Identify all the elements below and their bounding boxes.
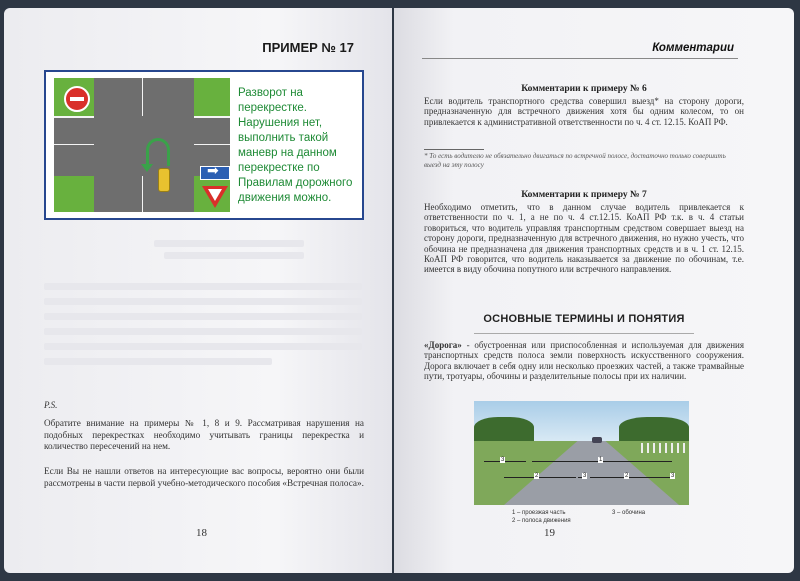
trees xyxy=(474,417,534,443)
caption-line: Правилам дорожного xyxy=(238,177,353,189)
footnote-rule xyxy=(424,149,484,150)
u-turn-arrow-icon xyxy=(146,138,170,166)
road-illustration xyxy=(474,401,689,505)
example-caption xyxy=(238,86,362,206)
dimension-line xyxy=(504,477,576,478)
terms-rule xyxy=(474,333,694,334)
show-through-text xyxy=(44,358,272,365)
terms-title: ОСНОВНЫЕ ТЕРМИНЫ И ПОНЯТИЯ xyxy=(483,313,685,325)
footnote: * То есть водителю не обязательно двигаться по встречной полосе, достаточно только совершить выезд на эту полосу xyxy=(424,152,726,169)
page-number: 19 xyxy=(544,527,555,539)
comment-6-title: Комментарии к примеру № 6 xyxy=(521,84,647,94)
intersection-diagram xyxy=(54,78,230,212)
trees xyxy=(619,417,689,443)
dimension-label: 2 xyxy=(625,473,629,479)
show-through-text xyxy=(44,298,362,305)
car-icon xyxy=(158,168,170,192)
caption-line: Нарушения нет, xyxy=(238,117,323,129)
example-figure-box xyxy=(44,70,364,220)
caption-line: маневр на данном xyxy=(238,147,337,159)
caption-line: движения можно. xyxy=(238,192,332,204)
dimension-label: 3 xyxy=(501,457,505,463)
fence xyxy=(641,443,689,453)
caption-line: выполнить такой xyxy=(238,132,329,144)
left-page xyxy=(4,8,392,573)
dimension-line xyxy=(590,477,674,478)
comment-7-text: Необходимо отметить, что в данном случае водитель привлекается к ответственности по ч. 1, а не по ч. 4 ст.12.15. КоАП РФ т.к. в ч. 4 статьи говориться, что водитель управляя транспортным средством совершает выезд на сторону дороги, предназначенную для встречного движения, но нужно учесть, что обочина не предназначена для движения транспортных средств и в ч. 1 ст. 12.15. КоАП РФ говорится, что водитель наказывается за движение по обочинам, т.е. имеется в виду обочина попутного или встречного направления. xyxy=(424,202,744,275)
header-rule xyxy=(422,58,738,59)
example-title: ПРИМЕР № 17 xyxy=(262,40,354,55)
ps-paragraph: Если Вы не нашли ответов на интересующие вас вопросы, вероятно они были рассмотрены в части первой учебно-методического пособия «Встречная полоса». xyxy=(44,466,364,488)
show-through-text xyxy=(44,313,362,320)
show-through-text xyxy=(164,252,304,259)
show-through-text xyxy=(44,343,362,350)
road-center-line xyxy=(54,144,94,145)
running-header: Комментарии xyxy=(652,42,734,54)
dimension-label: 1 xyxy=(599,457,603,463)
road-edge-line xyxy=(54,116,94,118)
no-entry-sign-icon xyxy=(64,86,90,112)
road-edge-line xyxy=(194,116,230,118)
road-center-line xyxy=(142,176,143,212)
dimension-label: 2 xyxy=(535,473,539,479)
ps-label: P.S. xyxy=(44,400,58,410)
dimension-label: 3 xyxy=(583,473,587,479)
figure-legend-item: 3 – обочина xyxy=(612,510,646,516)
grass-corner xyxy=(194,78,230,116)
page-number: 18 xyxy=(196,527,207,539)
yield-sign-icon xyxy=(202,186,228,208)
figure-legend-item: 1 – проезжая часть xyxy=(512,510,566,516)
dimension-label: 3 xyxy=(671,473,675,479)
term-road-text: - обустроенная или приспособленная и используемая для движения транспортных средств полоса земли поверхность искусственного сооружения. Дорога включает в себя одну или несколько проезжих частей, а также трамвайные пути, тротуары, обочины и разделительные полосы при их наличии. xyxy=(424,340,744,382)
show-through-text xyxy=(154,240,304,247)
grass-corner xyxy=(54,176,94,212)
show-through-text xyxy=(44,328,362,335)
caption-line: перекрестке. xyxy=(238,102,308,114)
comment-6-text: Если водитель транспортного средства совершил выезд* на сторону дороги, предназначенную для встречного движения хотя бы одним колесом, то он привлекается к административной ответственности по ч. 4 ст. 12.15. КоАП РФ. xyxy=(424,96,744,127)
caption-line: Разворот на xyxy=(238,87,303,99)
right-page xyxy=(394,8,794,573)
show-through-text xyxy=(44,283,362,290)
comment-7-title: Комментарии к примеру № 7 xyxy=(521,190,647,200)
term-road: «Дорога» xyxy=(424,340,462,350)
car-icon xyxy=(592,437,602,443)
road-center-line xyxy=(194,144,230,145)
term-road-definition xyxy=(424,340,744,382)
figure-legend-item: 2 – полоса движения xyxy=(512,518,571,524)
ps-paragraph: Обратите внимание на примеры № 1, 8 и 9. Рассматривая нарушения на подобных перекрестках необходимо учитывать границы перекрестка и количество пересечений на нем. xyxy=(44,418,364,451)
caption-line: перекрестке по xyxy=(238,162,320,174)
direction-arrow-sign-icon xyxy=(200,166,230,180)
road-center-line xyxy=(142,78,143,116)
